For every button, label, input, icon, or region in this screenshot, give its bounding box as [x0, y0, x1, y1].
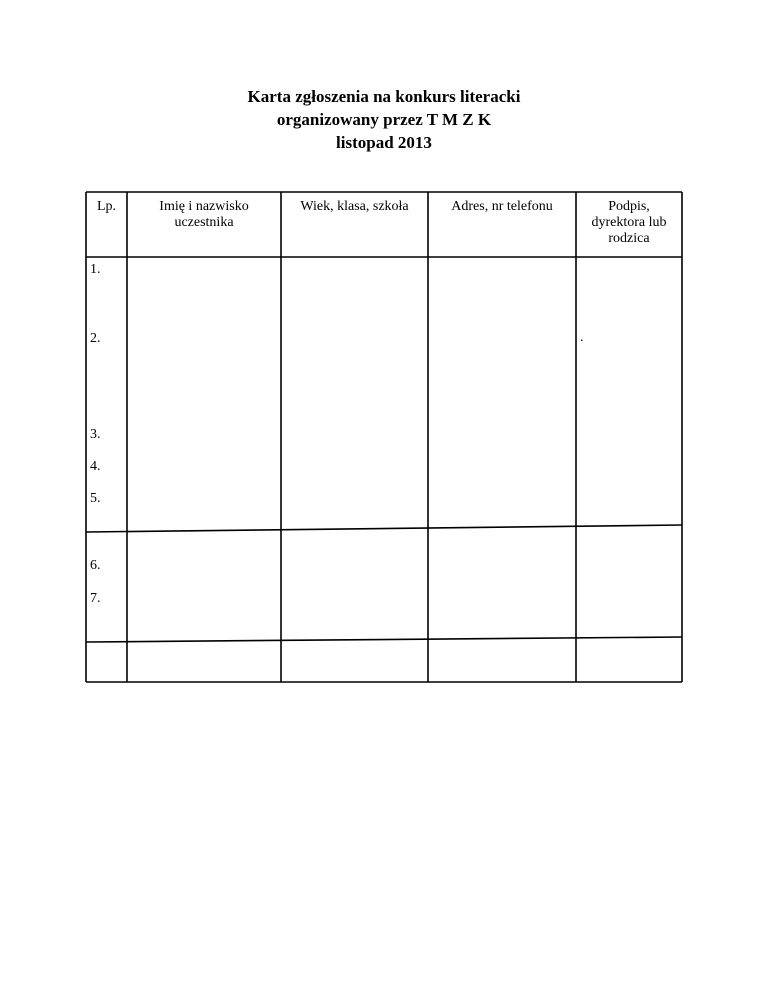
row-number-3: 3.: [90, 427, 101, 442]
header-age-class-school: Wiek, klasa, szkoła: [300, 199, 409, 214]
row-number-2: 2.: [90, 331, 101, 346]
row-number-7: 7.: [90, 591, 101, 606]
header-address-phone: Adres, nr telefonu: [451, 199, 553, 214]
header-name: Imię i nazwisko uczestnika: [159, 199, 249, 230]
row-number-6: 6.: [90, 558, 101, 573]
row-divider-1: [86, 525, 682, 532]
row-divider-2: [86, 637, 682, 642]
organizer-line: organizowany przez T M Z K: [276, 110, 492, 129]
row-number-1: 1.: [90, 262, 101, 277]
header-signature: Podpis, dyrektora lub rodzica: [591, 199, 667, 246]
stray-mark: .: [580, 330, 584, 345]
header-lp: Lp.: [96, 199, 117, 214]
row-number-4: 4.: [90, 459, 101, 474]
row-number-5: 5.: [90, 491, 101, 506]
date-line: listopad 2013: [336, 133, 432, 152]
form-title: Karta zgłoszenia na konkurs literacki: [247, 87, 521, 106]
